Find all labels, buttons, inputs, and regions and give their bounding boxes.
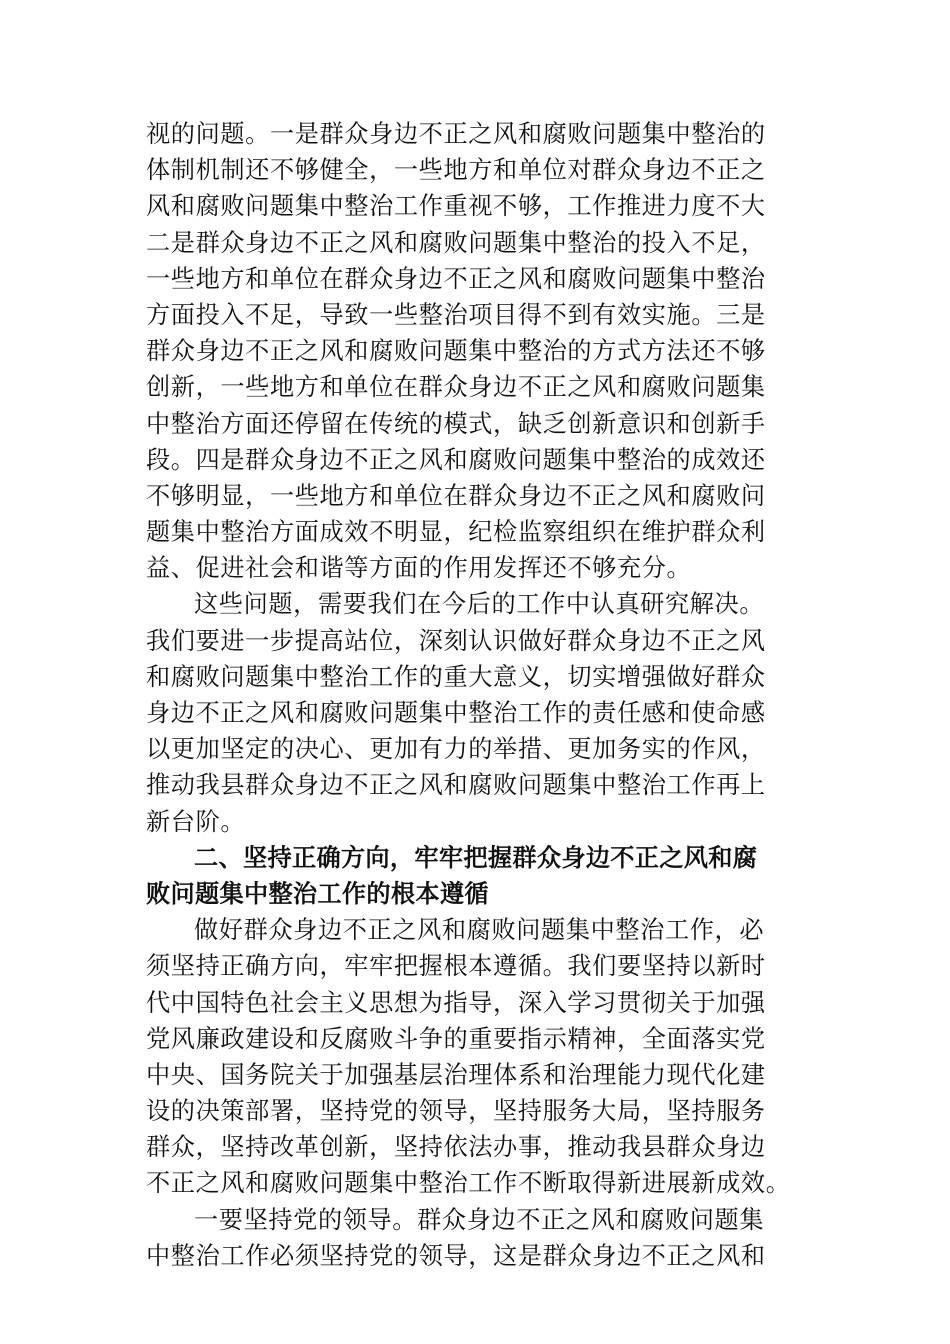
text-line: 须坚持正确方向，牢牢把握根本遵循。我们要坚持以新时 (146, 952, 766, 981)
text-line: 和腐败问题集中整治工作的重大意义，切实增强做好群众 (146, 662, 766, 691)
text-line: 二是群众身边不正之风和腐败问题集中整治的投入不足， (146, 228, 766, 257)
text-line: 身边不正之风和腐败问题集中整治工作的责任感和使命感 (146, 699, 766, 727)
text-line: 题集中整治方面成效不明显，纪检监察组织在维护群众利 (146, 518, 766, 547)
text-line: 代中国特色社会主义思想为指导，深入学习贯彻关于加强 (146, 988, 766, 1017)
text-line: 群众身边不正之风和腐败问题集中整治的方式方法还不够 (146, 337, 766, 366)
paragraph-start-line: 这些问题，需要我们在今后的工作中认真研究解决。 (194, 590, 765, 619)
text-line: 视的问题。一是群众身边不正之风和腐败问题集中整治的 (146, 120, 766, 148)
text-line: 风和腐败问题集中整治工作重视不够，工作推进力度不大 (146, 192, 766, 221)
paragraph-start-line: 做好群众身边不正之风和腐败问题集中整治工作，必 (194, 916, 765, 945)
text-line: 我们要进一步提高站位，深刻认识做好群众身边不正之风 (146, 626, 766, 655)
text-line: 益、促进社会和谐等方面的作用发挥还不够充分。 (146, 554, 692, 583)
text-line: 创新，一些地方和单位在群众身边不正之风和腐败问题集 (146, 373, 766, 402)
text-line: 新台阶。 (146, 807, 246, 836)
text-line: 中央、国务院关于加强基层治理体系和治理能力现代化建 (146, 1060, 766, 1089)
text-line: 方面投入不足，导致一些整治项目得不到有效实施。三是 (146, 300, 766, 329)
text-line: 不正之风和腐败问题集中整治工作不断取得新进展新成效。 (146, 1169, 791, 1198)
text-line: 中整治工作必须坚持党的领导，这是群众身边不正之风和 (146, 1241, 766, 1270)
text-line: 一些地方和单位在群众身边不正之风和腐败问题集中整治 (146, 264, 766, 293)
paragraph-start-line: 一要坚持党的领导。群众身边不正之风和腐败问题集 (194, 1205, 765, 1234)
text-line: 中整治方面还停留在传统的模式，缺乏创新意识和创新手 (146, 409, 766, 438)
text-line: 群众，坚持改革创新，坚持依法办事，推动我县群众身边 (146, 1133, 766, 1162)
text-line: 设的决策部署，坚持党的领导，坚持服务大局，坚持服务 (146, 1097, 766, 1126)
text-line: 段。四是群众身边不正之风和腐败问题集中整治的成效还 (146, 445, 766, 474)
text-line: 以更加坚定的决心、更加有力的举措、更加务实的作风， (146, 735, 766, 764)
document-body (146, 116, 806, 1274)
text-line: 推动我县群众身边不正之风和腐败问题集中整治工作再上 (146, 771, 766, 800)
section-heading-line: 二、坚持正确方向，牢牢把握群众身边不正之风和腐 (194, 843, 758, 872)
text-line: 体制机制还不够健全，一些地方和单位对群众身边不正之 (146, 156, 766, 185)
text-line: 不够明显，一些地方和单位在群众身边不正之风和腐败问 (146, 481, 766, 510)
text-line: 党风廉政建设和反腐败斗争的重要指示精神，全面落实党 (146, 1024, 766, 1053)
section-heading-line: 败问题集中整治工作的根本遵循 (146, 879, 489, 908)
